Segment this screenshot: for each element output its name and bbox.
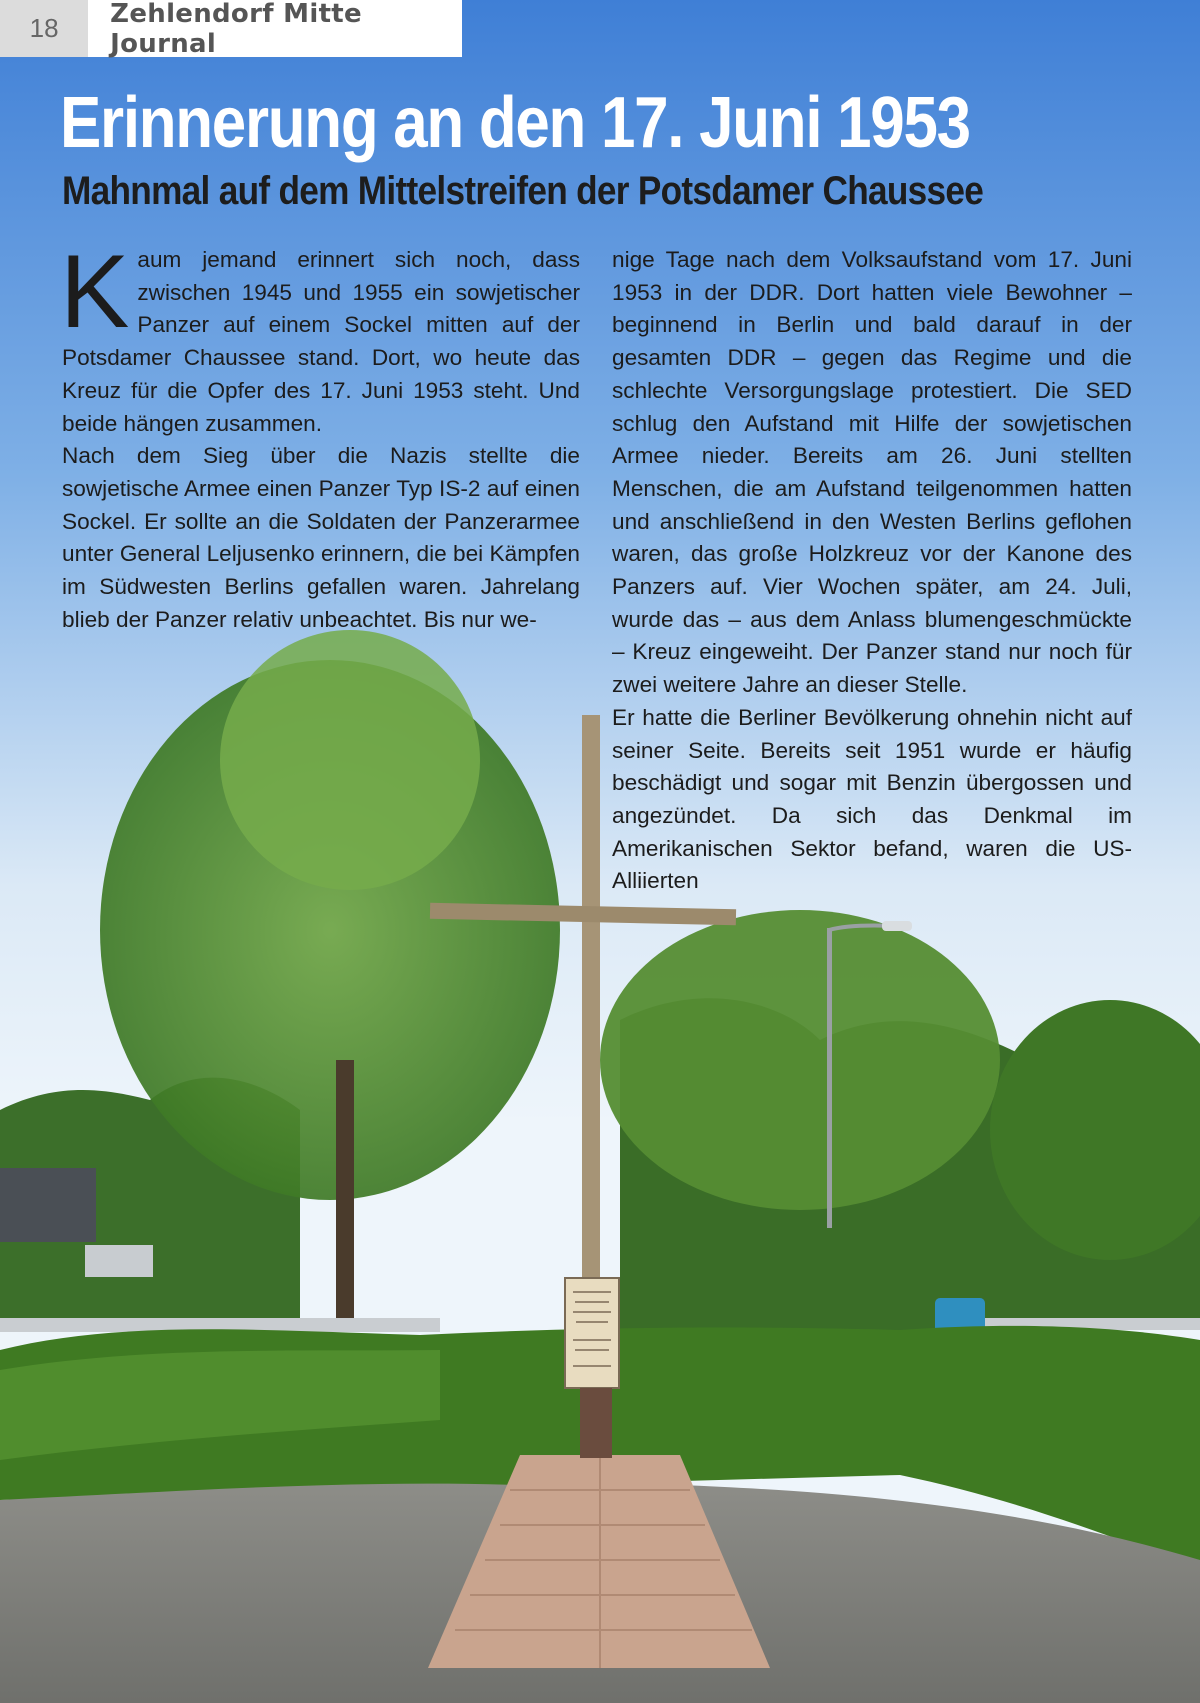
article-column-left xyxy=(60,234,580,636)
paragraph-uprising: nige Tage nach dem Volksaufstand vom 17. Juni 1953 in der DDR. Dort hatten viele Bewohner – beginnend in Berlin und bald darauf in der gesamten DDR – gegen das Regime und die schlechte Versorgungslage protestiert. Die SED schlug den Aufstand mit Hilfe der sowjetischen Armee nieder. Bereits am 26. Juni stellten Menschen, die am Aufstand teilgenommen hatten und anschließend in den Westen Berlins geflohen waren, das große Holzkreuz vor der Kanone des Panzers auf. Vier Wochen später, am 24. Juli, wurde das – aus dem Anlass blumengeschmückte – Kreuz eingeweiht. Der Panzer stand nur noch für zwei weitere Jahre an dieser Stelle. xyxy=(612,247,1132,698)
road-sign-small xyxy=(85,1245,153,1277)
article-title: Erinnerung an den 17. Juni 1953 xyxy=(60,83,970,163)
paragraph-panzer: Nach dem Sieg über die Nazis stellte die sowjetische Armee einen Panzer Typ IS-2 auf einen Sockel. Er sollte an die Soldaten der Panzerarmee unter General Leljusenko erinnern, die bei Kämpfen im Südwesten Berlins gefallen waren. Jahrelang blieb der Panzer relativ unbeachtet. Bis nur we- xyxy=(62,443,580,632)
street-lamp-pole xyxy=(827,928,832,1228)
paragraph-intro: aum jemand erinnert sich noch, dass zwischen 1945 und 1955 ein sowjetischer Panzer auf einem Sockel mitten auf der Potsdamer Chaussee stand. Dort, wo heute das Kreuz für die Opfer des 17. Juni 1953 steht. Und beide hängen zusammen. xyxy=(62,247,580,436)
drop-cap: K xyxy=(60,234,130,350)
memorial-base xyxy=(580,1388,612,1458)
page-number: 18 xyxy=(0,0,88,57)
article-subtitle: Mahnmal auf dem Mittelstreifen der Potsdamer Chaussee xyxy=(62,169,984,213)
paragraph-damage: Er hatte die Berliner Bevölkerung ohnehin nicht auf seiner Seite. Bereits seit 1951 wurde er häufig beschädigt und sogar mit Benzin übergossen und angezündet. Da sich das Denkmal im Amerikanischen Sektor befand, waren die US-Alliierten xyxy=(612,704,1132,894)
street-lamp-head xyxy=(882,921,912,931)
left-tree-crown-upper xyxy=(220,630,480,890)
memorial-plaque xyxy=(565,1278,619,1388)
article-column-right xyxy=(612,244,1132,898)
cross-vertical-beam xyxy=(582,715,600,1335)
left-tree-trunk xyxy=(336,1060,354,1330)
right-tree-crown xyxy=(600,910,1000,1210)
road-sign xyxy=(0,1168,96,1242)
journal-name: Zehlendorf Mitte Journal xyxy=(110,0,362,59)
header-tab xyxy=(0,0,462,57)
